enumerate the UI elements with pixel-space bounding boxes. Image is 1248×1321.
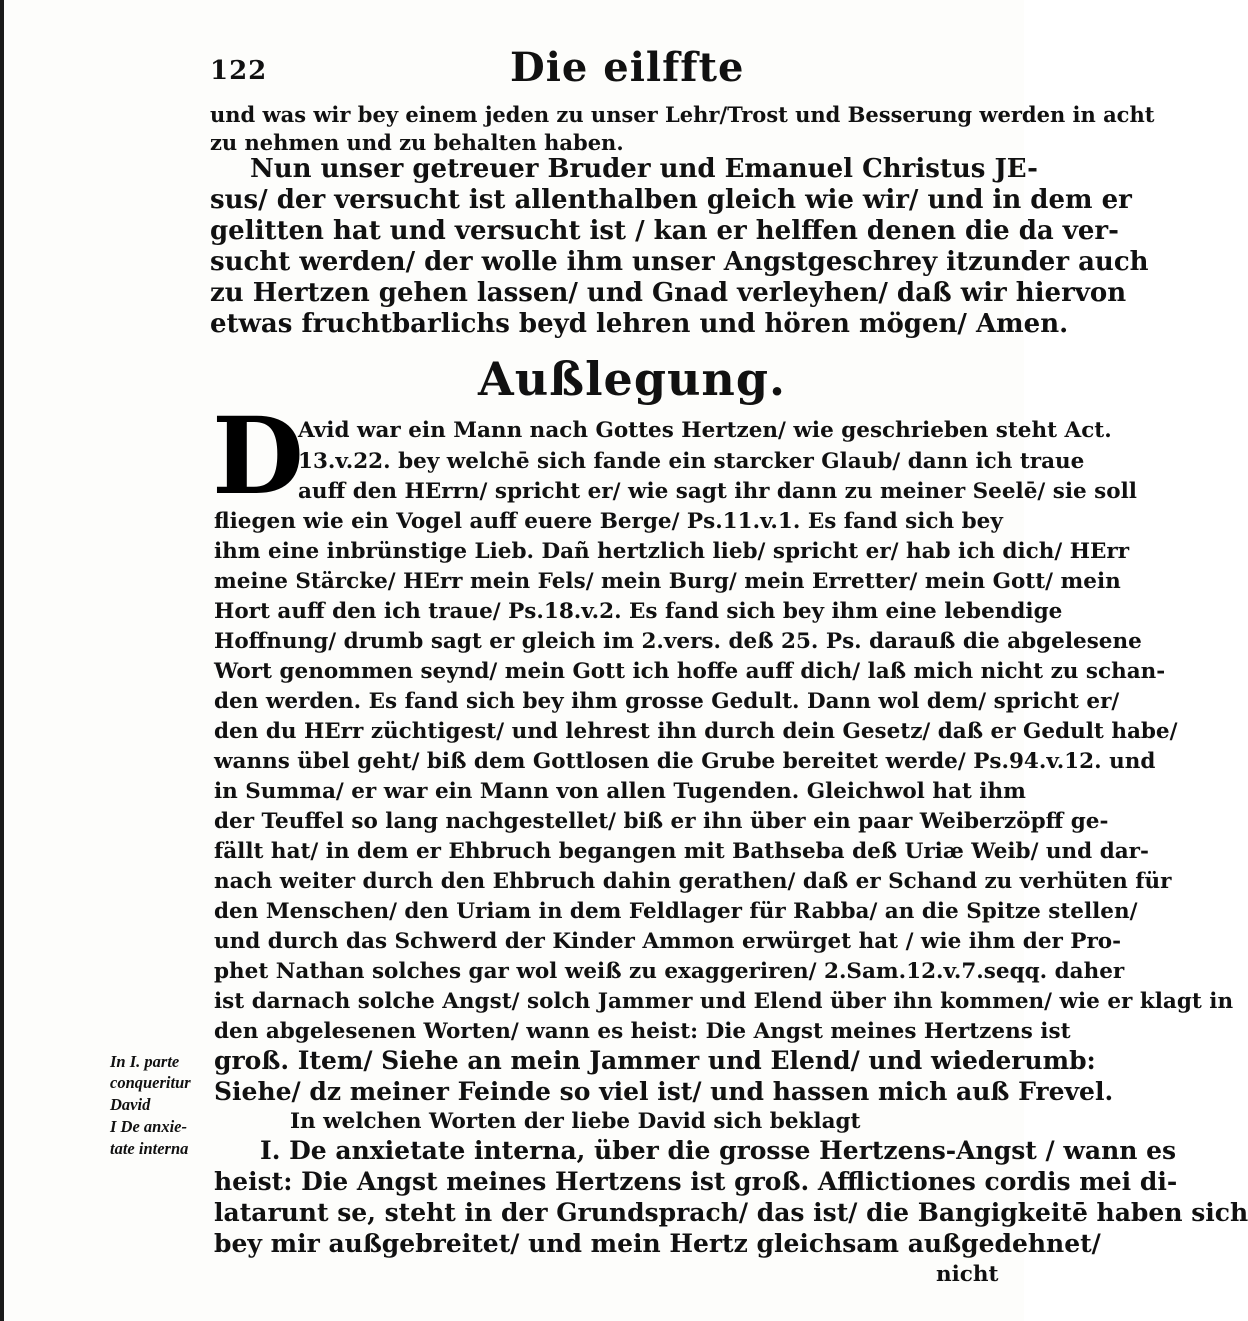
body-line: den Menschen/ den Uriam in dem Feldlager für Rabba/ an die Spitze stellen/ [214, 899, 1138, 924]
body-line: In welchen Worten der liebe David sich beklagt [290, 1109, 861, 1134]
body-line: Siehe/ dz meiner Feinde so viel ist/ und hassen mich auß Frevel. [214, 1077, 1114, 1106]
margin-note-line: In I. parte [110, 1052, 180, 1071]
body-line: meine Stärcke/ HErr mein Fels/ mein Burg/ mein Erretter/ mein Gott/ mein [214, 569, 1121, 594]
intro-line: und was wir bey einem jeden zu unser Lehr/Trost und Besserung werden in acht [210, 102, 1155, 127]
body-line: auff den HErrn/ spricht er/ wie sagt ihr dann zu meiner Seelē/ sie soll [298, 479, 1137, 504]
body-line: Avid war ein Mann nach Gottes Hertzen/ wie geschrieben steht Act. [298, 418, 1112, 443]
body-line: fliegen wie ein Vogel auff euere Berge/ Ps.11.v.1. Es fand sich bey [214, 509, 1003, 534]
body-line: und durch das Schwerd der Kinder Ammon erwürget hat / wie ihm der Pro- [214, 929, 1122, 954]
body-line: Hort auff den ich traue/ Ps.18.v.2. Es fand sich bey ihm eine lebendige [214, 599, 1063, 624]
body-line: ihm eine inbrünstige Lieb. Dañ hertzlich lieb/ spricht er/ hab ich dich/ HErr [214, 539, 1130, 564]
prayer-line: etwas fruchtbarlichs beyd lehren und hören mögen/ Amen. [210, 309, 1069, 339]
body-line: den werden. Es fand sich bey ihm grosse Gedult. Dann wol dem/ spricht er/ [214, 689, 1120, 714]
body-line: der Teuffel so lang nachgestellet/ biß er ihn über ein paar Weiberzöpff ge- [214, 809, 1109, 834]
prayer-line: gelitten hat und versucht ist / kan er helffen denen die da ver- [210, 216, 1119, 246]
body-line: fällt hat/ in dem er Ehbruch begangen mit Bathseba deß Uriæ Weib/ und dar- [214, 839, 1149, 864]
body-line: heist: Die Angst meines Hertzens ist groß. Afflictiones cordis mei di- [214, 1167, 1178, 1196]
scan-edge [0, 0, 4, 1321]
body-line: den du HErr züchtigest/ und lehrest ihn durch dein Gesetz/ daß er Gedult habe/ [214, 719, 1178, 744]
catchword: nicht [936, 1262, 999, 1287]
page-header [210, 38, 980, 98]
section-heading: Außlegung. [478, 352, 787, 406]
body-line: wanns übel geht/ biß dem Gottlosen die Grube bereitet werde/ Ps.94.v.12. und [214, 749, 1156, 774]
body-line: ist darnach solche Angst/ solch Jammer und Elend über ihn kommen/ wie er klagt in [214, 989, 1234, 1014]
margin-note-line: David [110, 1095, 151, 1114]
body-line: bey mir außgebreitet/ und mein Hertz gleichsam außgedehnet/ [214, 1229, 1101, 1258]
body-line: Hoffnung/ drumb sagt er gleich im 2.vers. deß 25. Ps. darauß die abgelesene [214, 629, 1142, 654]
body-line: in Summa/ er war ein Mann von allen Tugenden. Gleichwol hat ihm [214, 779, 1026, 804]
body-line: nach weiter durch den Ehbruch dahin gerathen/ daß er Schand zu verhüten für [214, 869, 1172, 894]
intro-line: zu nehmen und zu behalten haben. [210, 130, 624, 155]
body-line: Wort genommen seynd/ mein Gott ich hoffe auff dich/ laß mich nicht zu schan- [214, 659, 1166, 684]
body-line: groß. Item/ Siehe an mein Jammer und Elend/ und wiederumb: [214, 1046, 1096, 1075]
margin-note-line: conqueritur [110, 1073, 191, 1092]
drop-cap-initial: D [212, 393, 304, 518]
prayer-line: sucht werden/ der wolle ihm unser Angstgeschrey itzunder auch [210, 247, 1149, 277]
prayer-line: Nun unser getreuer Bruder und Emanuel Christus JE- [250, 154, 1038, 184]
body-line: 13.v.22. bey welchē sich fande ein starcker Glaub/ dann ich traue [298, 449, 1085, 474]
margin-note-line: I De anxie- [110, 1117, 187, 1136]
body-line: den abgelesenen Worten/ wann es heist: Die Angst meines Hertzens ist [214, 1019, 1071, 1044]
body-line: phet Nathan solches gar wol weiß zu exaggeriren/ 2.Sam.12.v.7.seqq. daher [214, 959, 1125, 984]
running-title: Die eilffte [510, 44, 745, 91]
prayer-line: zu Hertzen gehen lassen/ und Gnad verleyhen/ daß wir hiervon [210, 278, 1127, 308]
page-number: 122 [210, 56, 268, 86]
body-line: I. De anxietate interna, über die grosse Hertzens-Angst / wann es [260, 1136, 1177, 1165]
body-line: latarunt se, steht in der Grundsprach/ das ist/ die Bangigkeitē haben sich [214, 1198, 1248, 1227]
prayer-line: sus/ der versucht ist allenthalben gleich wie wir/ und in dem er [210, 185, 1132, 215]
margin-note-line: tate interna [110, 1139, 189, 1158]
